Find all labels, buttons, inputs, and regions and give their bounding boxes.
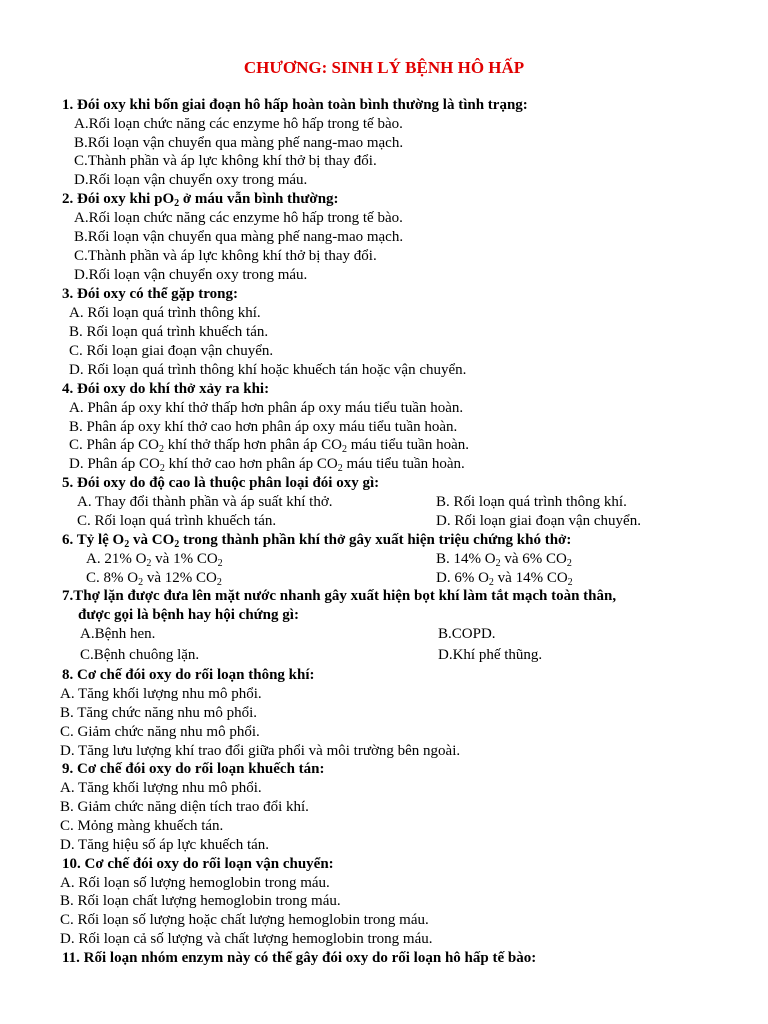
q9-option-d: D. Tăng hiệu số áp lực khuếch tán. [60, 837, 270, 853]
q4-option-d: D. Phân áp $CO_2$ khí thở cao hơn phân áp $CO_2$ máu tiểu tuần hoàn. [69, 456, 465, 474]
q2-option-b: B.Rối loạn vận chuyển qua màng phế nang-mao mạch. [74, 229, 404, 245]
q5-option-d: D. Rối loạn giai đoạn vận chuyển. [436, 513, 641, 529]
q10-option-d: D. Rối loạn cả số lượng và chất lượng hemoglobin trong máu. [60, 931, 433, 947]
question-7-cont: được gọi là bệnh hay hội chứng gì: [78, 607, 299, 623]
q8-option-b: B. Tăng chức năng nhu mô phổi. [60, 705, 257, 721]
q6-option-a: A. 21% $O_2$ và 1% $CO_2$ [86, 551, 223, 569]
q9-option-a: A. Tăng khối lượng nhu mô phổi. [60, 780, 262, 796]
q5-option-c: C. Rối loạn quá trình khuếch tán. [77, 513, 277, 529]
q6-option-d: D. 6% $O_2$ và 14% $CO_2$ [436, 570, 573, 588]
q7-option-c: C.Bệnh chuông lặn. [80, 647, 200, 663]
question-8: 8. Cơ chế đói oxy do rối loạn thông khí: [62, 667, 315, 683]
page-title: CHƯƠNG: SINH LÝ BỆNH HÔ HẤP [243, 58, 525, 77]
q7-option-a: A.Bệnh hen. [80, 626, 156, 642]
q10-option-b: B. Rối loạn chất lượng hemoglobin trong máu. [60, 893, 341, 909]
q6-option-c: C. 8% $O_2$ và 12% $CO_2$ [86, 570, 222, 588]
question-10: 10. Cơ chế đói oxy do rối loạn vận chuyển: [62, 856, 334, 872]
question-7: 7.Thợ lặn được đưa lên mặt nước nhanh gây xuất hiện bọt khí làm tắt mạch toàn thân, [62, 588, 617, 604]
q8-option-d: D. Tăng lưu lượng khí trao đổi giữa phổi và môi trường bên ngoài. [60, 743, 461, 759]
question-4: 4. Đói oxy do khí thở xảy ra khi: [62, 381, 270, 397]
q3-option-d: D. Rối loạn quá trình thông khí hoặc khuếch tán hoặc vận chuyển. [69, 362, 467, 378]
q5-option-b: B. Rối loạn quá trình thông khí. [436, 494, 627, 510]
question-9: 9. Cơ chế đói oxy do rối loạn khuếch tán: [62, 761, 325, 777]
q9-option-b: B. Giảm chức năng diện tích trao đổi khí. [60, 799, 309, 815]
q1-option-b: B.Rối loạn vận chuyển qua màng phế nang-mao mạch. [74, 135, 404, 151]
q10-option-a: A. Rối loạn số lượng hemoglobin trong máu. [60, 875, 330, 891]
question-3: 3. Đói oxy có thể gặp trong: [62, 286, 238, 302]
q3-option-c: C. Rối loạn giai đoạn vận chuyển. [69, 343, 274, 359]
q1-option-c: C.Thành phần và áp lực không khí thở bị thay đổi. [74, 153, 377, 169]
q3-option-b: B. Rối loạn quá trình khuếch tán. [69, 324, 269, 340]
q4-option-a: A. Phân áp oxy khí thở thấp hơn phân áp oxy máu tiểu tuần hoàn. [69, 400, 464, 416]
q1-option-a: A.Rối loạn chức năng các enzyme hô hấp trong tế bào. [74, 116, 403, 132]
question-1: 1. Đói oxy khi bốn giai đoạn hô hấp hoàn toàn bình thường là tình trạng: [62, 97, 528, 113]
q3-option-a: A. Rối loạn quá trình thông khí. [69, 305, 261, 321]
q5-option-a: A. Thay đổi thành phần và áp suất khí thở. [77, 494, 333, 510]
q2-option-a: A.Rối loạn chức năng các enzyme hô hấp trong tế bào. [74, 210, 403, 226]
q7-option-b: B.COPD. [438, 626, 496, 642]
q10-option-c: C. Rối loạn số lượng hoặc chất lượng hemoglobin trong máu. [60, 912, 429, 928]
q9-option-c: C. Mỏng màng khuếch tán. [60, 818, 224, 834]
q6-option-b: B. 14% $O_2$ và 6% $CO_2$ [436, 551, 572, 569]
q2-option-d: D.Rối loạn vận chuyển oxy trong máu. [74, 267, 308, 283]
q4-option-b: B. Phân áp oxy khí thở cao hơn phân áp oxy máu tiểu tuần hoàn. [69, 419, 458, 435]
question-6: 6. Tỷ lệ $O_2$ và $CO_2$ trong thành phần khí thở gây xuất hiện triệu chứng khó thở: [62, 532, 572, 550]
q7-option-d: D.Khí phế thũng. [438, 647, 543, 663]
q4-option-c: C. Phân áp $CO_2$ khí thở thấp hơn phân áp $CO_2$ máu tiểu tuần hoàn. [69, 437, 469, 455]
q8-option-c: C. Giảm chức năng nhu mô phổi. [60, 724, 260, 740]
question-5: 5. Đói oxy do độ cao là thuộc phân loại đói oxy gì: [62, 475, 380, 491]
q2-option-c: C.Thành phần và áp lực không khí thở bị thay đổi. [74, 248, 377, 264]
question-2: 2. Đói oxy khi $pO_2$ ở máu vẫn bình thường: [62, 191, 339, 209]
question-11: 11. Rối loạn nhóm enzym này có thể gây đói oxy do rối loạn hô hấp tế bào: [62, 950, 537, 966]
q1-option-d: D.Rối loạn vận chuyển oxy trong máu. [74, 172, 308, 188]
q8-option-a: A. Tăng khối lượng nhu mô phổi. [60, 686, 262, 702]
